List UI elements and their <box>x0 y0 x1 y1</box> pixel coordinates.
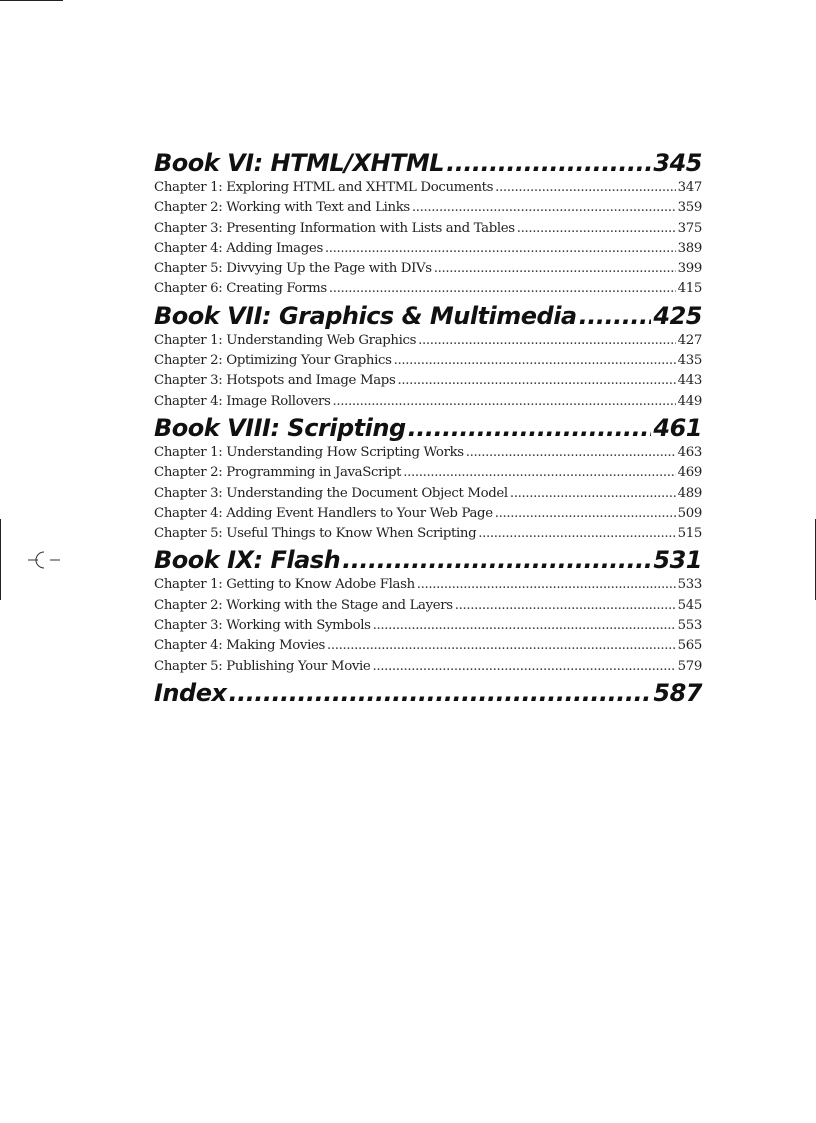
chapter-title: Chapter 1: Exploring HTML and XHTML Documents <box>154 180 494 195</box>
dot-leader <box>418 331 676 351</box>
chapter-page-number: 509 <box>677 505 702 521</box>
dot-leader <box>403 463 675 483</box>
dot-leader <box>412 198 676 218</box>
table-of-contents <box>154 148 702 709</box>
dot-leader <box>397 371 675 391</box>
chapter-entry[interactable] <box>154 636 702 656</box>
book-heading[interactable] <box>154 413 702 443</box>
chapter-page-number: 545 <box>677 597 702 613</box>
chapter-page-number: 399 <box>677 261 702 277</box>
chapter-page-number: 359 <box>677 200 702 216</box>
chapter-title: Chapter 4: Adding Event Handlers to Your Web Page <box>154 505 493 521</box>
chapter-entry[interactable] <box>154 463 702 483</box>
book-page-number: 531 <box>653 546 702 575</box>
chapter-entry[interactable] <box>154 484 702 504</box>
chapter-page-number: 553 <box>677 618 702 634</box>
chapter-title: Chapter 1: Getting to Know Adobe Flash <box>154 577 415 593</box>
chapter-title: Chapter 4: Making Movies <box>154 638 325 654</box>
chapter-page-number: 533 <box>677 577 702 593</box>
book-title: Book VII: Graphics & Multimedia <box>154 301 577 330</box>
dot-leader <box>325 239 676 259</box>
chapter-title: Chapter 1: Understanding How Scripting Works <box>154 444 464 460</box>
chapter-entry[interactable] <box>154 443 702 463</box>
chapter-entry[interactable] <box>154 259 702 279</box>
chapter-page-number: 489 <box>677 485 702 501</box>
chapter-page-number: 443 <box>677 373 702 389</box>
dot-leader <box>434 259 676 279</box>
chapter-title: Chapter 2: Programming in JavaScript <box>154 465 402 481</box>
chapter-page-number: 463 <box>677 444 702 460</box>
book-title: Index <box>154 678 227 707</box>
book-page-number: 587 <box>653 678 702 707</box>
book-page-number: 425 <box>653 301 702 330</box>
dot-leader <box>394 351 676 371</box>
chapter-entry[interactable] <box>154 239 702 259</box>
book-title: Book VI: HTML/XHTML <box>154 149 445 177</box>
chapter-title: Chapter 2: Optimizing Your Graphics <box>154 353 392 369</box>
chapter-title: Chapter 6: Creating Forms <box>154 281 327 297</box>
book-heading[interactable] <box>154 678 702 708</box>
dot-leader <box>455 596 676 616</box>
chapter-entry[interactable] <box>154 616 702 636</box>
chapter-title: Chapter 1: Understanding Web Graphics <box>154 332 417 348</box>
dot-leader <box>408 413 652 443</box>
dot-leader <box>342 545 651 575</box>
toc-section <box>154 545 702 676</box>
dot-leader <box>417 575 676 595</box>
page-left-trim-mark <box>0 519 1 600</box>
dot-leader <box>373 616 676 636</box>
chapter-page-number: 469 <box>677 465 702 481</box>
toc-section <box>154 301 702 412</box>
chapter-entry[interactable] <box>154 178 702 198</box>
dot-leader <box>478 524 675 544</box>
dot-leader <box>446 148 651 178</box>
chapter-entry[interactable] <box>154 219 702 239</box>
book-heading[interactable] <box>154 545 702 575</box>
chapter-title: Chapter 3: Working with Symbols <box>154 618 371 634</box>
chapter-page-number: 375 <box>677 220 702 236</box>
book-title: Book IX: Flash <box>154 546 341 575</box>
dot-leader <box>228 678 651 708</box>
toc-section <box>154 148 702 300</box>
dot-leader <box>333 392 676 412</box>
chapter-page-number: 515 <box>677 526 702 542</box>
dot-leader <box>517 219 676 239</box>
chapter-page-number: 565 <box>677 638 702 654</box>
chapter-title: Chapter 3: Understanding the Document Object Model <box>154 485 508 501</box>
chapter-title: Chapter 4: Adding Images <box>154 240 323 256</box>
book-page-number: 345 <box>653 149 702 177</box>
toc-section <box>154 413 702 544</box>
chapter-entry[interactable] <box>154 279 702 299</box>
chapter-page-number: 415 <box>677 281 702 297</box>
dot-leader <box>495 504 676 524</box>
toc-section <box>154 678 702 708</box>
dot-leader <box>466 443 676 463</box>
chapter-title: Chapter 2: Working with the Stage and Layers <box>154 597 453 613</box>
dot-leader <box>510 484 676 504</box>
chapter-title: Chapter 3: Presenting Information with Lists and Tables <box>154 220 515 236</box>
chapter-page-number: 347 <box>677 180 702 195</box>
page-top-rule <box>0 0 63 1</box>
chapter-title: Chapter 3: Hotspots and Image Maps <box>154 373 396 389</box>
chapter-entry[interactable] <box>154 524 702 544</box>
registration-mark-icon <box>24 548 64 572</box>
chapter-page-number: 579 <box>677 658 702 674</box>
dot-leader <box>372 657 675 677</box>
chapter-title: Chapter 5: Divvying Up the Page with DIVs <box>154 261 432 277</box>
dot-leader <box>329 279 676 299</box>
chapter-entry[interactable] <box>154 371 702 391</box>
chapter-entry[interactable] <box>154 351 702 371</box>
chapter-title: Chapter 2: Working with Text and Links <box>154 200 410 216</box>
chapter-entry[interactable] <box>154 392 702 412</box>
chapter-page-number: 389 <box>677 240 702 256</box>
chapter-entry[interactable] <box>154 596 702 616</box>
book-page-number: 461 <box>653 413 702 442</box>
book-heading[interactable] <box>154 148 702 178</box>
chapter-entry[interactable] <box>154 198 702 218</box>
chapter-entry[interactable] <box>154 575 702 595</box>
chapter-entry[interactable] <box>154 331 702 351</box>
chapter-entry[interactable] <box>154 657 702 677</box>
book-heading[interactable] <box>154 301 702 331</box>
chapter-entry[interactable] <box>154 504 702 524</box>
chapter-page-number: 449 <box>677 393 702 409</box>
chapter-title: Chapter 4: Image Rollovers <box>154 393 331 409</box>
chapter-page-number: 435 <box>677 353 702 369</box>
chapter-title: Chapter 5: Publishing Your Movie <box>154 658 371 674</box>
dot-leader <box>327 636 676 656</box>
book-title: Book VIII: Scripting <box>154 413 406 442</box>
chapter-title: Chapter 5: Useful Things to Know When Scripting <box>154 526 477 542</box>
dot-leader <box>579 301 652 331</box>
chapter-page-number: 427 <box>677 332 702 348</box>
dot-leader <box>495 178 676 198</box>
